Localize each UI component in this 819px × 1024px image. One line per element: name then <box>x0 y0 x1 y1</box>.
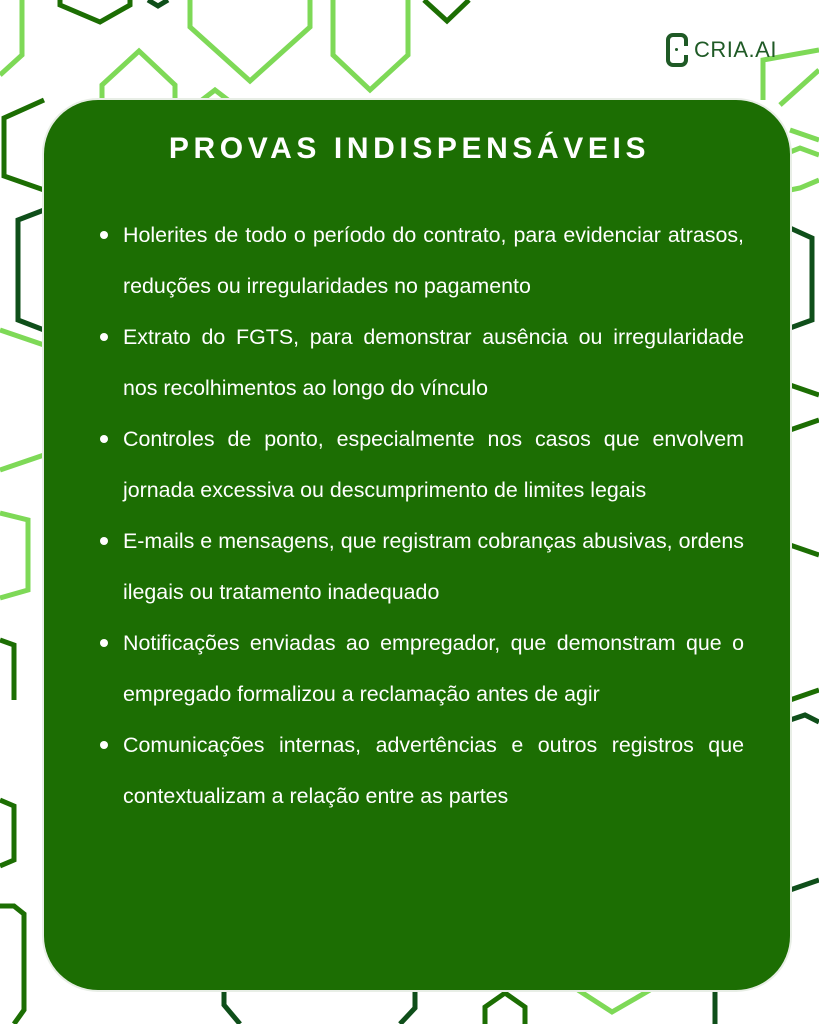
list-item-text: Notificações enviadas ao empregador, que demonstram que o empregado formalizou a reclamação antes de agir <box>123 631 744 706</box>
bullet-icon <box>100 741 108 749</box>
evidence-list <box>96 210 744 822</box>
list-item <box>96 516 744 618</box>
list-item-text: Comunicações internas, advertências e outros registros que contextualizam a relação entre as partes <box>123 733 744 808</box>
brand-logo <box>666 33 777 67</box>
list-item <box>96 312 744 414</box>
bullet-icon <box>100 333 108 341</box>
bullet-icon <box>100 231 108 239</box>
list-item-text: Extrato do FGTS, para demonstrar ausência ou irregularidade nos recolhimentos ao longo do vínculo <box>123 325 744 400</box>
list-item <box>96 618 744 720</box>
list-item <box>96 414 744 516</box>
list-item <box>96 720 744 822</box>
list-item-text: Controles de ponto, especialmente nos casos que envolvem jornada excessiva ou descumprimento de limites legais <box>123 427 744 502</box>
list-item <box>96 210 744 312</box>
list-item-text: E-mails e mensagens, que registram cobranças abusivas, ordens ilegais ou tratamento inadequado <box>123 529 744 604</box>
card-title: PROVAS INDISPENSÁVEIS <box>168 132 651 165</box>
bullet-icon <box>100 435 108 443</box>
bullet-icon <box>100 639 108 647</box>
logo-icon <box>666 33 688 67</box>
logo-text: CRIA.AI <box>694 37 777 62</box>
bullet-icon <box>100 537 108 545</box>
list-item-text: Holerites de todo o período do contrato, para evidenciar atrasos, reduções ou irregularidades no pagamento <box>123 223 744 298</box>
